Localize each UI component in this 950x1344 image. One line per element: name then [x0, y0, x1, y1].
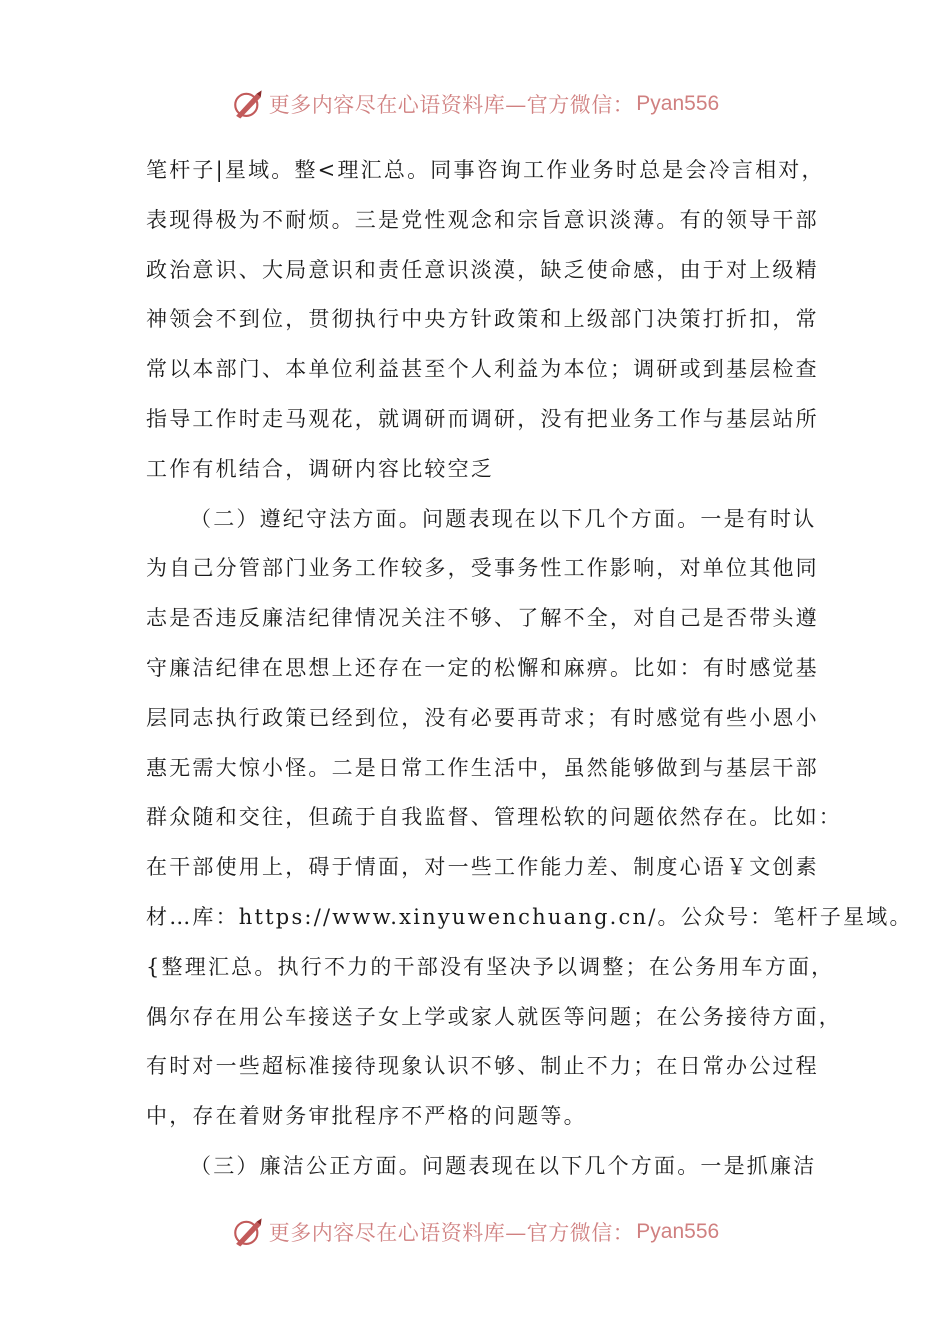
- text-line: 常以本部门、本单位利益甚至个人利益为本位；调研或到基层检查: [146, 357, 819, 382]
- text-line: 政治意识、大局意识和责任意识淡漠，缺乏使命感，由于对上级精: [146, 257, 819, 282]
- wechat-id: Pyan556: [636, 1220, 720, 1243]
- text-line: 群众随和交往，但疏于自我监督、管理松软的问题依然存在。比如：: [146, 805, 842, 830]
- text-line: 中，存在着财务审批程序不严格的问题等。: [146, 1104, 587, 1129]
- text-line: 志是否违反廉洁纪律情况关注不够、了解不全，对自己是否带头遵: [146, 606, 819, 631]
- text-line: 表现得极为不耐烦。三是党性观念和宗旨意识淡薄。有的领导干部: [146, 207, 819, 232]
- document-body: [146, 146, 913, 1192]
- text-line: 守廉洁纪律在思想上还存在一定的松懈和麻痹。比如：有时感觉基: [146, 655, 819, 680]
- text-line: 神领会不到位，贯彻执行中央方针政策和上级部门决策打折扣，常: [146, 307, 819, 332]
- watermark-text: 更多内容尽在心语资料库—官方微信：: [268, 1221, 635, 1245]
- text-line: 偶尔存在用公车接送子女上学或家人就医等问题；在公务接待方面，: [146, 1004, 842, 1029]
- footer-watermark: [0, 1212, 950, 1252]
- text-line: 笔杆子|星域。整<理汇总。同事咨询工作业务时总是会冷言相对，: [146, 158, 825, 182]
- text-line: 指导工作时走马观花，就调研而调研，没有把业务工作与基层站所: [146, 406, 819, 431]
- watermark-text: 更多内容尽在心语资料库—官方微信：: [268, 93, 635, 117]
- pen-logo-icon: [231, 1215, 265, 1249]
- text-line: 在干部使用上，碍于情面，对一些工作能力差、制度心语￥文创素: [146, 855, 819, 880]
- header-watermark: [0, 84, 950, 124]
- text-line: 层同志执行政策已经到位，没有必要再苛求；有时感觉有些小恩小: [146, 705, 819, 730]
- paragraph-heading-line: （三）廉洁公正方面。问题表现在以下几个方面。一是抓廉洁: [190, 1153, 817, 1178]
- text-line: 有时对一些超标准接待现象认识不够、制止不力；在日常办公过程: [146, 1054, 819, 1079]
- text-line: {整理汇总。执行不力的干部没有坚决予以调整；在公务用车方面，: [146, 954, 835, 979]
- pen-logo-icon: [231, 87, 265, 121]
- text-line: 为自己分管部门业务工作较多，受事务性工作影响，对单位其他同: [146, 556, 819, 581]
- text-line: 惠无需大惊小怪。二是日常工作生活中，虽然能够做到与基层干部: [146, 755, 819, 780]
- wechat-id: Pyan556: [636, 92, 720, 115]
- paragraph-heading-line: （二）遵纪守法方面。问题表现在以下几个方面。一是有时认: [190, 506, 817, 531]
- text-line: 工作有机结合，调研内容比较空乏: [146, 456, 494, 481]
- text-line: 材…库：https://www.xinyuwenchuang.cn/。公众号：笔杆子星域。: [146, 904, 913, 929]
